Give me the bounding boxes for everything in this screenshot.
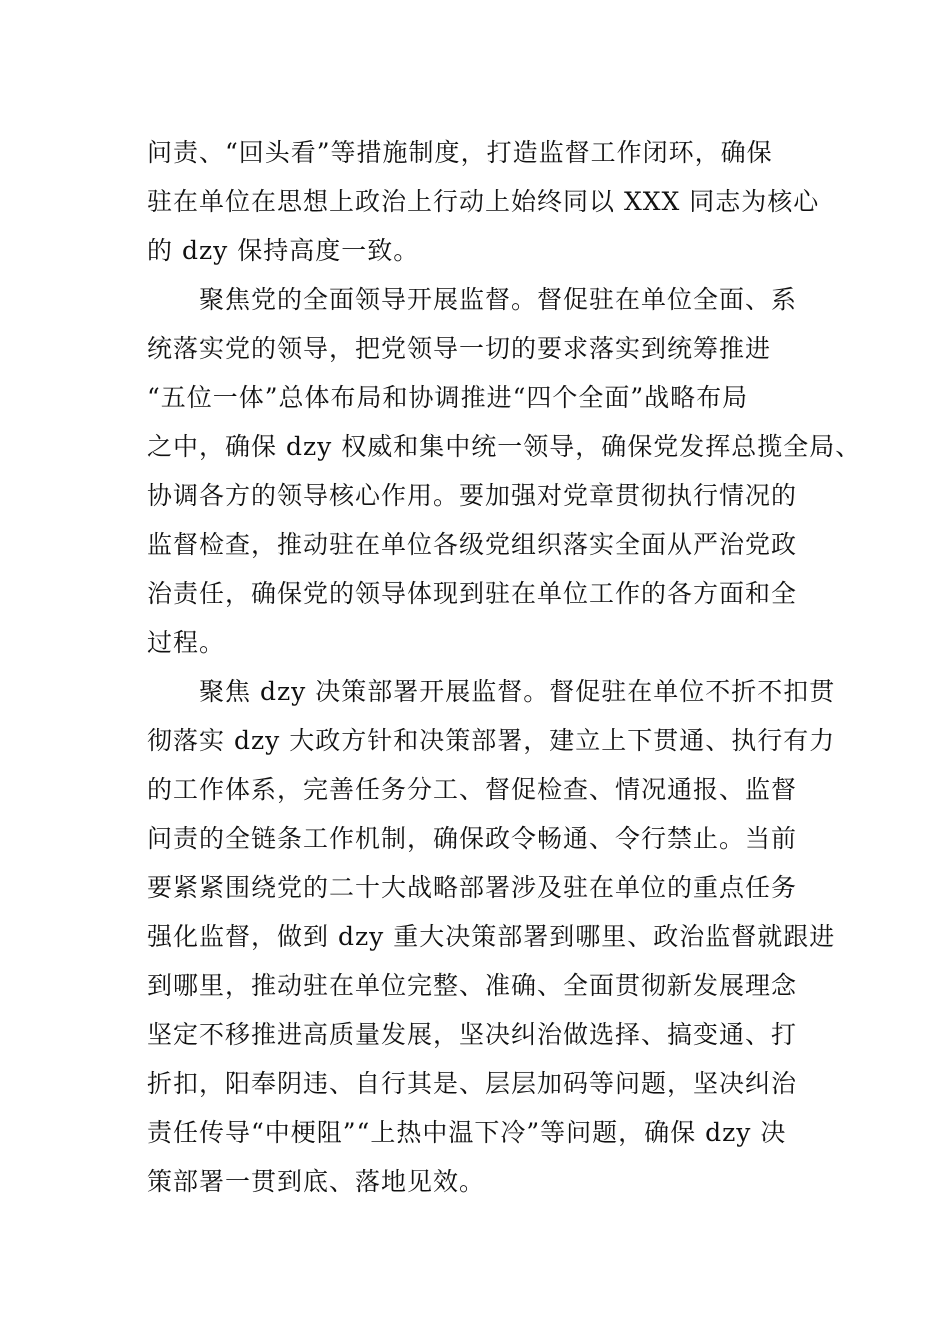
text-line: 策部署一贯到底、落地见效。 [147, 1167, 486, 1196]
text-line: 之中，确保 dzy 权威和集中统一领导，确保党发挥总揽全局、 [147, 432, 862, 461]
text-line: 彻落实 dzy 大政方针和决策部署，建立上下贯通、执行有力 [147, 726, 836, 755]
text-line: 驻在单位在思想上政治上行动上始终同以 XXX 同志为核心 [147, 187, 820, 216]
paragraph-start-line: 聚焦党的全面领导开展监督。督促驻在单位全面、系 [147, 285, 798, 314]
text-line: “五位一体”总体布局和协调推进“四个全面”战略布局 [147, 383, 749, 412]
text-line: 坚定不移推进高质量发展，坚决纠治做选择、搞变通、打 [147, 1020, 798, 1049]
text-line: 的工作体系，完善任务分工、督促检查、情况通报、监督 [147, 775, 798, 804]
text-line: 监督检查，推动驻在单位各级党组织落实全面从严治党政 [147, 530, 798, 559]
text-line: 要紧紧围绕党的二十大战略部署涉及驻在单位的重点任务 [147, 873, 798, 902]
text-line: 到哪里，推动驻在单位完整、准确、全面贯彻新发展理念 [147, 971, 798, 1000]
text-line: 问责、“回头看”等措施制度，打造监督工作闭环，确保 [147, 138, 773, 167]
body-text [147, 128, 862, 1206]
text-line: 的 dzy 保持高度一致。 [147, 236, 420, 265]
text-line: 责任传导“中梗阻”“上热中温下冷”等问题，确保 dzy 决 [147, 1118, 787, 1147]
text-line: 统落实党的领导，把党领导一切的要求落实到统筹推进 [147, 334, 772, 363]
text-line: 过程。 [147, 628, 226, 657]
text-line: 治责任，确保党的领导体现到驻在单位工作的各方面和全 [147, 579, 798, 608]
text-line: 折扣，阳奉阴违、自行其是、层层加码等问题，坚决纠治 [147, 1069, 798, 1098]
text-line: 强化监督，做到 dzy 重大决策部署到哪里、政治监督就跟进 [147, 922, 836, 951]
text-line: 协调各方的领导核心作用。要加强对党章贯彻执行情况的 [147, 481, 798, 510]
text-line: 问责的全链条工作机制，确保政令畅通、令行禁止。当前 [147, 824, 798, 853]
paragraph-start-line: 聚焦 dzy 决策部署开展监督。督促驻在单位不折不扣贯 [147, 677, 836, 706]
